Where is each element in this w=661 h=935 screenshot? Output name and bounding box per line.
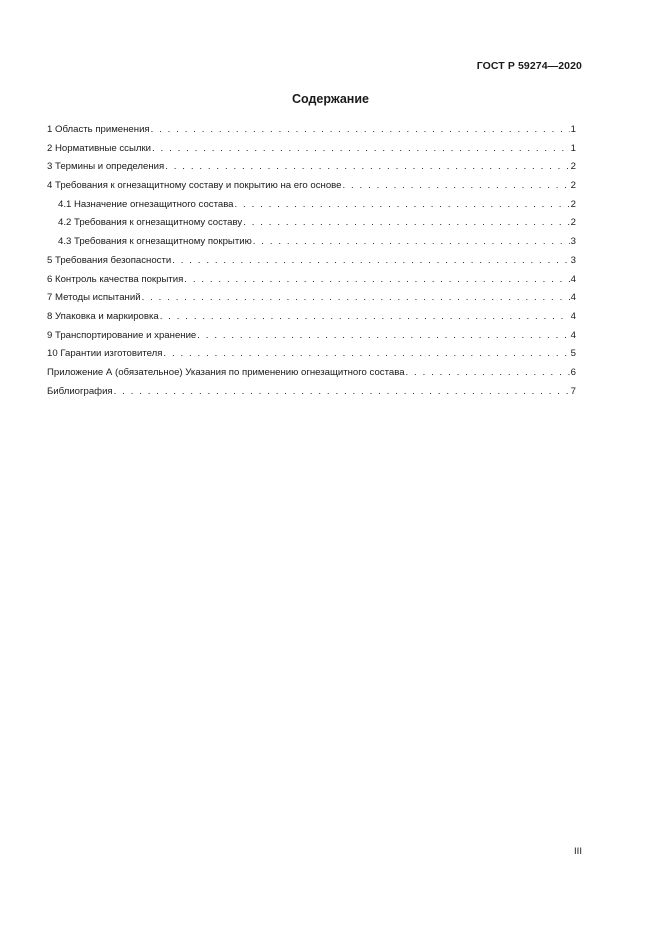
toc-leader-dots [342, 180, 569, 191]
toc-leader-dots [184, 274, 569, 285]
toc-entry-page: 3 [570, 236, 576, 248]
toc-entry[interactable] [47, 348, 576, 367]
toc-subentry[interactable] [47, 217, 576, 236]
toc-entry-page: 2 [570, 198, 576, 210]
toc-title: Содержание [291, 92, 369, 106]
toc-leader-dots [163, 348, 569, 359]
toc-leader-dots [253, 236, 570, 247]
toc-entry-label: 10 Гарантии изготовителя [47, 348, 163, 360]
toc-entry[interactable] [47, 255, 576, 274]
toc-subentry[interactable] [47, 236, 576, 255]
toc-entry-label: 4.1 Назначение огнезащитного состава [58, 198, 234, 210]
toc-entry-page: 1 [570, 124, 576, 135]
toc-leader-dots [235, 199, 570, 210]
toc-entry-page: 2 [570, 217, 576, 229]
toc-leader-dots [142, 292, 570, 303]
toc-entry[interactable] [47, 386, 576, 405]
toc-entry-label: 6 Контроль качества покрытия [47, 273, 184, 285]
toc-entry-page: 4 [570, 292, 576, 304]
toc-entry-label: 1 Область применения [47, 124, 150, 135]
toc-leader-dots [114, 386, 570, 397]
toc-leader-dots [243, 217, 569, 228]
toc-entry-page: 4 [570, 329, 576, 341]
toc-entry-page: 2 [570, 161, 576, 173]
toc-entry-label: 4.2 Требования к огнезащитному составу [58, 217, 243, 229]
toc-leader-dots [151, 124, 570, 135]
toc-entry-label: 8 Упаковка и маркировка [47, 310, 159, 322]
toc-entry-page: 5 [570, 348, 576, 360]
toc-leader-dots [406, 367, 570, 378]
toc-leader-dots [172, 255, 569, 266]
toc-leader-dots [165, 161, 569, 172]
toc-entry[interactable] [47, 330, 576, 349]
toc-leader-dots [152, 143, 570, 154]
toc-entry[interactable] [47, 124, 576, 143]
toc-entry-label: 7 Методы испытаний [47, 292, 141, 304]
toc-entry-label: Библиография [47, 385, 113, 397]
toc-entry[interactable] [47, 292, 576, 311]
toc-entry-page: 1 [570, 142, 576, 154]
toc-entry-page: 7 [570, 385, 576, 397]
toc-entry[interactable] [47, 311, 576, 330]
toc-entry-page: 4 [570, 310, 576, 322]
toc-entry[interactable] [47, 143, 576, 162]
toc-entry-page: 6 [570, 366, 576, 378]
toc-entry[interactable] [47, 367, 576, 386]
toc-leader-dots [197, 330, 569, 341]
toc-entry[interactable] [47, 274, 576, 293]
toc-subentry[interactable] [47, 199, 576, 218]
document-code: ГОСТ Р 59274—2020 [476, 60, 582, 72]
toc-entry-page: 4 [570, 273, 576, 285]
toc-leader-dots [160, 311, 570, 322]
table-of-contents [47, 124, 576, 404]
toc-entry-label: 2 Нормативные ссылки [47, 142, 152, 154]
toc-entry-label: Приложение А (обязательное) Указания по применению огнезащитного состава [47, 366, 405, 378]
toc-entry[interactable] [47, 180, 576, 199]
page-number: III [574, 846, 582, 857]
toc-entry-label: 4.3 Требования к огнезащитному покрытию [58, 236, 252, 248]
toc-entry-label: 3 Термины и определения [47, 161, 165, 173]
toc-entry-label: 9 Транспортирование и хранение [47, 329, 197, 341]
toc-entry-label: 5 Требования безопасности [47, 254, 172, 266]
toc-entry-page: 3 [570, 254, 576, 266]
toc-entry[interactable] [47, 161, 576, 180]
toc-entry-page: 2 [570, 180, 576, 192]
toc-entry-label: 4 Требования к огнезащитному составу и покрытию на его основе [47, 180, 342, 192]
